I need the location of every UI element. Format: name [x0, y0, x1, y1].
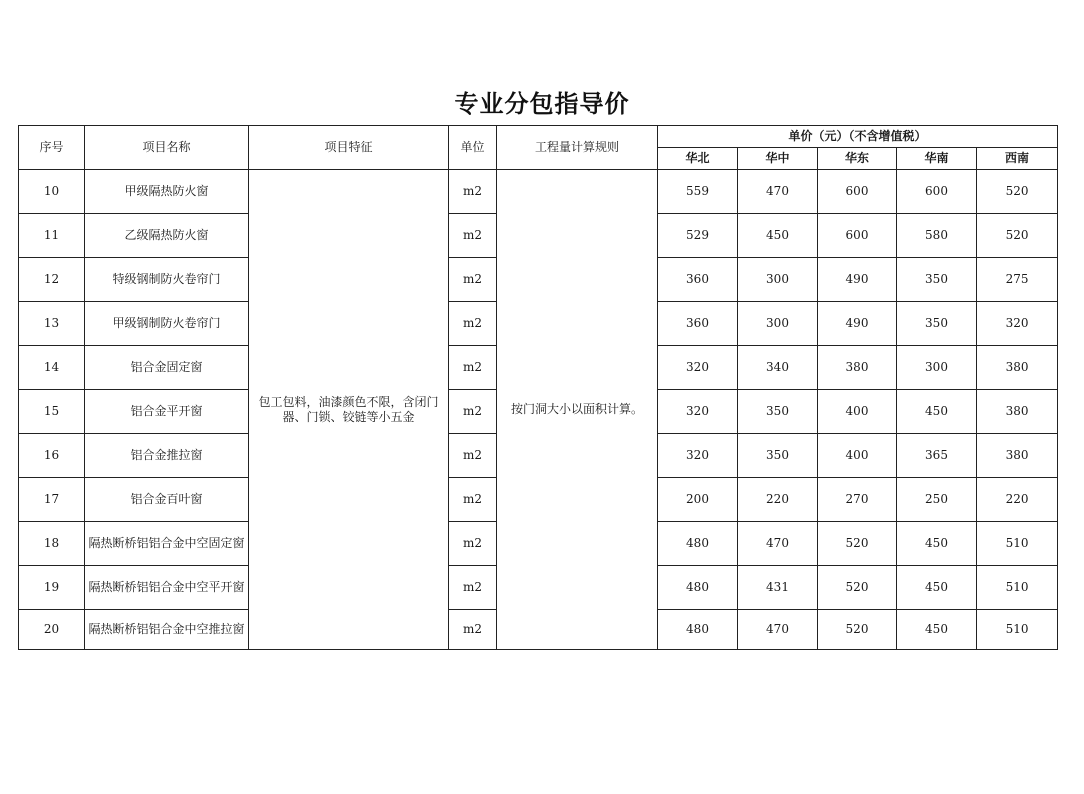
- cell-price-central: 470: [738, 610, 818, 650]
- header-seq: 序号: [19, 126, 85, 170]
- cell-price-south: 450: [897, 522, 977, 566]
- cell-price-north: 320: [658, 346, 738, 390]
- cell-name: 隔热断桥铝铝合金中空推拉窗: [85, 610, 249, 650]
- cell-seq: 13: [19, 302, 85, 346]
- cell-price-south: 600: [897, 170, 977, 214]
- cell-price-southwest: 520: [977, 170, 1058, 214]
- cell-unit: m2: [449, 522, 497, 566]
- cell-price-east: 490: [818, 258, 897, 302]
- cell-price-southwest: 380: [977, 434, 1058, 478]
- cell-price-southwest: 510: [977, 522, 1058, 566]
- cell-price-south: 450: [897, 390, 977, 434]
- cell-unit: m2: [449, 302, 497, 346]
- cell-price-east: 520: [818, 566, 897, 610]
- cell-seq: 14: [19, 346, 85, 390]
- cell-seq: 15: [19, 390, 85, 434]
- cell-price-south: 365: [897, 434, 977, 478]
- header-region-central: 华中: [738, 148, 818, 170]
- cell-name: 铝合金推拉窗: [85, 434, 249, 478]
- cell-price-north: 360: [658, 302, 738, 346]
- cell-unit: m2: [449, 258, 497, 302]
- cell-unit: m2: [449, 478, 497, 522]
- cell-name: 铝合金百叶窗: [85, 478, 249, 522]
- cell-price-north: 360: [658, 258, 738, 302]
- cell-seq: 17: [19, 478, 85, 522]
- header-name: 项目名称: [85, 126, 249, 170]
- cell-price-east: 400: [818, 390, 897, 434]
- cell-unit: m2: [449, 346, 497, 390]
- cell-price-east: 400: [818, 434, 897, 478]
- cell-seq: 12: [19, 258, 85, 302]
- cell-price-north: 480: [658, 610, 738, 650]
- cell-price-south: 580: [897, 214, 977, 258]
- cell-price-central: 470: [738, 170, 818, 214]
- header-rule: 工程量计算规则: [497, 126, 658, 170]
- cell-price-north: 320: [658, 434, 738, 478]
- cell-name: 隔热断桥铝铝合金中空平开窗: [85, 566, 249, 610]
- cell-price-east: 520: [818, 522, 897, 566]
- price-table: [18, 125, 1058, 650]
- cell-price-south: 300: [897, 346, 977, 390]
- cell-price-east: 600: [818, 170, 897, 214]
- cell-price-north: 480: [658, 566, 738, 610]
- cell-price-east: 600: [818, 214, 897, 258]
- cell-price-central: 300: [738, 258, 818, 302]
- header-region-east: 华东: [818, 148, 897, 170]
- cell-price-southwest: 520: [977, 214, 1058, 258]
- table-row: [19, 170, 1058, 214]
- cell-seq: 19: [19, 566, 85, 610]
- cell-price-southwest: 510: [977, 610, 1058, 650]
- header-feature: 项目特征: [249, 126, 449, 170]
- cell-price-southwest: 320: [977, 302, 1058, 346]
- cell-name: 铝合金平开窗: [85, 390, 249, 434]
- cell-feature: 包工包料，油漆颜色不限，含闭门器、门锁、铰链等小五金: [249, 170, 449, 650]
- cell-price-central: 470: [738, 522, 818, 566]
- cell-name: 铝合金固定窗: [85, 346, 249, 390]
- cell-price-north: 559: [658, 170, 738, 214]
- cell-unit: m2: [449, 566, 497, 610]
- cell-seq: 11: [19, 214, 85, 258]
- header-price-group: 单价（元）（不含增值税）: [658, 126, 1058, 148]
- cell-price-central: 431: [738, 566, 818, 610]
- cell-price-central: 300: [738, 302, 818, 346]
- cell-price-southwest: 380: [977, 390, 1058, 434]
- cell-price-east: 490: [818, 302, 897, 346]
- cell-price-southwest: 380: [977, 346, 1058, 390]
- header-region-southwest: 西南: [977, 148, 1058, 170]
- header-region-south: 华南: [897, 148, 977, 170]
- cell-unit: m2: [449, 434, 497, 478]
- cell-price-central: 350: [738, 434, 818, 478]
- header-unit: 单位: [449, 126, 497, 170]
- cell-name: 甲级钢制防火卷帘门: [85, 302, 249, 346]
- cell-seq: 20: [19, 610, 85, 650]
- cell-price-north: 200: [658, 478, 738, 522]
- cell-price-east: 520: [818, 610, 897, 650]
- header-row-1: [19, 126, 1058, 148]
- cell-seq: 18: [19, 522, 85, 566]
- header-region-north: 华北: [658, 148, 738, 170]
- cell-price-southwest: 510: [977, 566, 1058, 610]
- cell-seq: 16: [19, 434, 85, 478]
- cell-price-central: 220: [738, 478, 818, 522]
- cell-price-central: 450: [738, 214, 818, 258]
- cell-price-south: 450: [897, 610, 977, 650]
- cell-name: 乙级隔热防火窗: [85, 214, 249, 258]
- page-title: 专业分包指导价: [454, 90, 630, 118]
- cell-name: 隔热断桥铝铝合金中空固定窗: [85, 522, 249, 566]
- cell-price-southwest: 275: [977, 258, 1058, 302]
- cell-price-south: 450: [897, 566, 977, 610]
- cell-unit: m2: [449, 170, 497, 214]
- cell-unit: m2: [449, 610, 497, 650]
- cell-unit: m2: [449, 390, 497, 434]
- cell-price-north: 320: [658, 390, 738, 434]
- cell-unit: m2: [449, 214, 497, 258]
- cell-rule: 按门洞大小以面积计算。: [497, 170, 658, 650]
- cell-price-north: 480: [658, 522, 738, 566]
- cell-price-south: 350: [897, 258, 977, 302]
- cell-price-central: 350: [738, 390, 818, 434]
- cell-price-north: 529: [658, 214, 738, 258]
- cell-price-east: 380: [818, 346, 897, 390]
- cell-price-central: 340: [738, 346, 818, 390]
- cell-name: 甲级隔热防火窗: [85, 170, 249, 214]
- cell-price-southwest: 220: [977, 478, 1058, 522]
- cell-price-east: 270: [818, 478, 897, 522]
- cell-name: 特级钢制防火卷帘门: [85, 258, 249, 302]
- cell-price-south: 250: [897, 478, 977, 522]
- cell-seq: 10: [19, 170, 85, 214]
- cell-price-south: 350: [897, 302, 977, 346]
